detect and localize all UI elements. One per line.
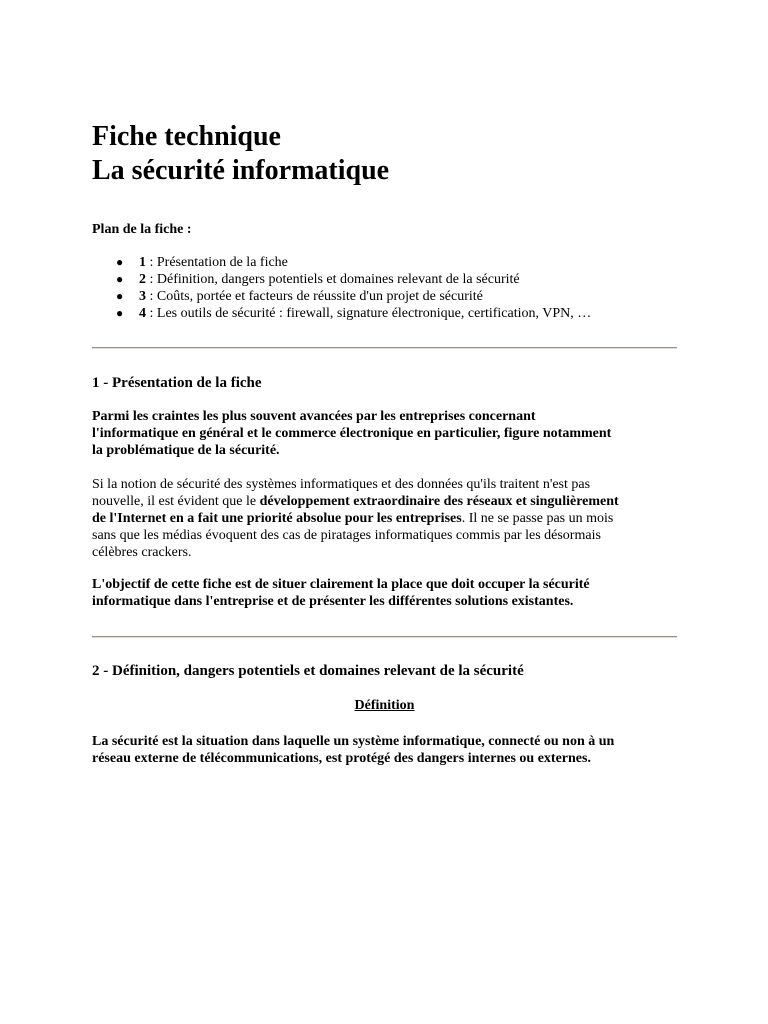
bullet-icon: ● (116, 306, 124, 320)
text-line: Parmi les craintes les plus souvent avancées par les entreprises concernant (92, 409, 536, 424)
text-line: la problématique de la sécurité. (92, 443, 280, 458)
section-1-intro (92, 408, 682, 459)
plan-item (92, 271, 591, 288)
definition-paragraph (92, 733, 682, 767)
title-line-2: La sécurité informatique (92, 155, 390, 186)
text-line: L'objectif de cette fiche est de situer clairement la place que doit occuper la sécurité (92, 577, 590, 592)
section-1-objective (92, 576, 682, 610)
plan-item-number: 1 (139, 255, 146, 270)
section-1-heading: 1 - Présentation de la fiche (92, 375, 262, 391)
plan-list (92, 254, 591, 322)
text-line: l'informatique en général et le commerce électronique en particulier, figure notamment (92, 426, 612, 441)
plan-item-number: 3 (139, 289, 146, 304)
section-2-heading: 2 - Définition, dangers potentiels et domaines relevant de la sécurité (92, 663, 524, 679)
plan-item (92, 288, 591, 305)
plan-item-text: : Définition, dangers potentiels et domaines relevant de la sécurité (146, 272, 520, 287)
document-title (92, 120, 389, 188)
section-divider (92, 347, 677, 349)
section-divider (92, 636, 677, 638)
definition-subheading (92, 697, 677, 714)
bullet-icon: ● (116, 289, 124, 303)
plan-item-text: : Coûts, portée et facteurs de réussite d'un projet de sécurité (146, 289, 483, 304)
text-line: Si la notion de sécurité des systèmes informatiques et des données qu'ils traitent n'est pas (92, 477, 591, 492)
plan-heading: Plan de la fiche : (92, 222, 192, 237)
emphasis-text: développement extraordinaire des réseaux et singulièrement (259, 494, 619, 509)
section-1-body (92, 476, 682, 561)
bullet-icon: ● (116, 255, 124, 269)
text-line: sans que les médias évoquent des cas de piratages informatiques commis par les désormais (92, 528, 601, 543)
bullet-icon: ● (116, 272, 124, 286)
title-line-1: Fiche technique (92, 121, 281, 152)
text-line: réseau externe de télécommunications, est protégé des dangers internes ou externes. (92, 751, 591, 766)
plan-item-text: : Présentation de la fiche (146, 255, 288, 270)
plan-item-text: : Les outils de sécurité : firewall, signature électronique, certification, VPN, … (146, 306, 592, 321)
plan-item (92, 254, 591, 271)
plan-item (92, 305, 591, 322)
definition-subheading-text: Définition (354, 698, 415, 713)
text-line: célèbres crackers. (92, 545, 192, 560)
plan-item-number: 2 (139, 272, 146, 287)
text-line: informatique dans l'entreprise et de présenter les différentes solutions existantes. (92, 594, 574, 609)
emphasis-text: de l'Internet en a fait une priorité absolue pour les entreprises (92, 511, 462, 526)
text-line: La sécurité est la situation dans laquelle un système informatique, connecté ou non à un (92, 734, 615, 749)
plan-item-number: 4 (139, 306, 146, 321)
text-line: nouvelle, il est évident que le (92, 494, 260, 509)
text-line: . Il ne se passe pas un mois (461, 511, 614, 526)
